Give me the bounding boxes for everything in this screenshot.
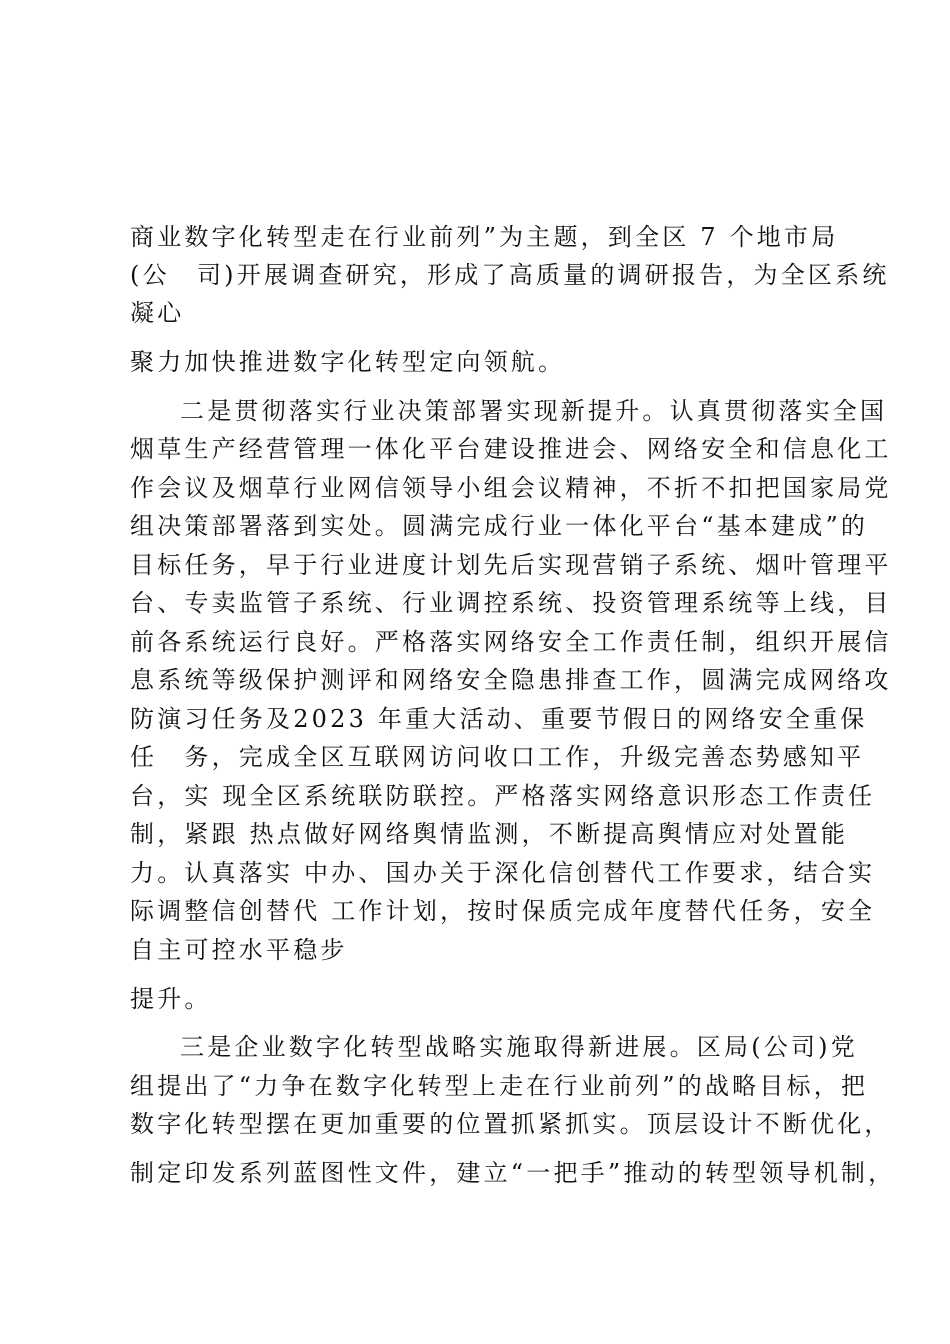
text-line: 提升。: [130, 985, 212, 1013]
text-line: 防演习任务及2023 年重大活动、重要节假日的网络安全重保: [130, 705, 868, 733]
text-line: 息系统等级保护测评和网络安全隐患排查工作，圆满完成网络攻: [130, 666, 892, 694]
text-line: (公 司)开展调查研究，形成了高质量的调研报告，为全区系统: [130, 261, 890, 289]
text-line: 制定印发系列蓝图性文件，建立“一把手”推动的转型领导机制，: [130, 1159, 896, 1187]
text-line: 台，实 现全区系统联防联控。严格落实网络意识形态工作责任: [130, 782, 876, 810]
text-line: 烟草生产经营管理一体化平台建设推进会、网络安全和信息化工: [130, 435, 892, 463]
text-line: 凝心: [130, 299, 185, 327]
text-line: 台、专卖监管子系统、行业调控系统、投资管理系统等上线，目: [130, 589, 892, 617]
text-line: 前各系统运行良好。严格落实网络安全工作责任制，组织开展信: [130, 628, 892, 656]
text-line: 组决策部署落到实处。圆满完成行业一体化平台“基本建成”的: [130, 512, 869, 540]
paragraph-start-line: 三是企业数字化转型战略实施取得新进展。区局(公司)党: [180, 1033, 858, 1061]
text-line: 际调整信创替代 工作计划，按时保质完成年度替代任务，安全: [130, 897, 876, 925]
text-line: 组提出了“力争在数字化转型上走在行业前列”的战略目标，把: [130, 1072, 869, 1100]
text-line: 力。认真落实 中办、国办关于深化信创替代工作要求，结合实: [130, 859, 876, 887]
paragraph-start-line: 二是贯彻落实行业决策部署实现新提升。认真贯彻落实全国: [180, 397, 888, 425]
text-line: 商业数字化转型走在行业前列”为主题，到全区 7 个地市局: [130, 223, 839, 251]
text-line: 作会议及烟草行业网信领导小组会议精神，不折不扣把国家局党: [130, 474, 892, 502]
text-line: 目标任务，早于行业进度计划先后实现营销子系统、烟叶管理平: [130, 551, 892, 579]
text-line: 自主可控水平稳步: [130, 936, 348, 964]
text-line: 数字化转型摆在更加重要的位置抓紧抓实。顶层设计不断优化，: [130, 1110, 892, 1138]
text-line: 聚力加快推进数字化转型定向领航。: [130, 348, 566, 376]
text-line: 制，紧跟 热点做好网络舆情监测，不断提高舆情应对处置能: [130, 820, 849, 848]
text-line: 任 务，完成全区互联网访问收口工作，升级完善态势感知平: [130, 743, 865, 771]
